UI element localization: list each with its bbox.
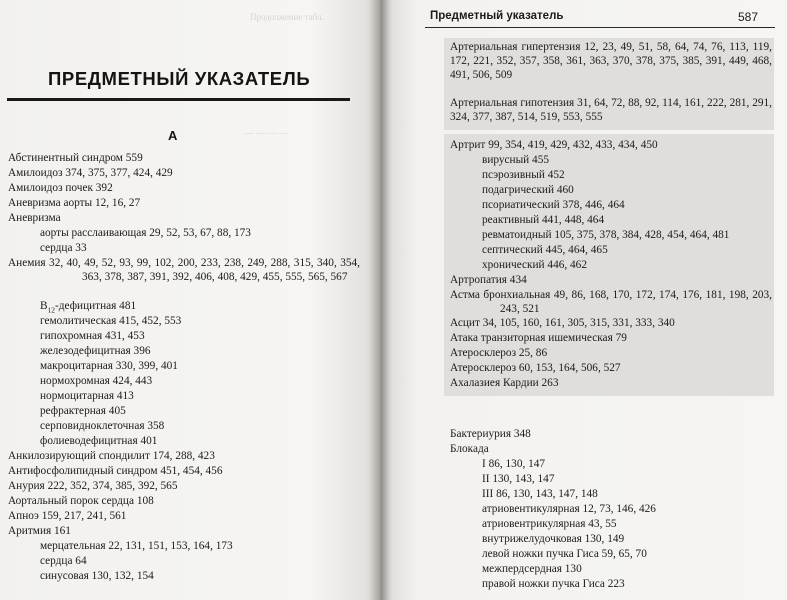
index-subentry: аорты расслаивающая 29, 52, 53, 67, 88, 173 [40,227,251,239]
index-subentry: подагрический 460 [482,184,574,196]
index-entry: Блокада [450,443,489,455]
index-subentry: нормохромная 424, 443 [40,375,153,387]
index-entry: Аритмия 161 [8,525,71,537]
index-entry: Атеросклероз 25, 86 [450,347,548,359]
index-subentry: I 86, 130, 147 [482,458,546,470]
index-entry: Артрит 99, 354, 419, 429, 432, 433, 434, 450 [450,139,658,151]
index-subentry: атриовентикулярная 12, 73, 146, 426 [482,503,656,515]
left-page [0,0,380,600]
index-entry: Анкилозирующий спондилит 174, 288, 423 [8,450,215,462]
index-subentry: вирусный 455 [482,154,549,166]
bleed-through-text: — — — — [245,128,288,138]
index-subentry: макроцитарная 330, 399, 401 [40,360,178,372]
index-subentry: псориатический 378, 446, 464 [482,199,625,211]
index-entry: Ахалазиея Кардии 263 [450,377,559,389]
index-subentry: внутрижелудочковая 130, 149 [482,533,625,545]
index-entry [450,40,772,82]
index-subentry: гипохромная 431, 453 [40,330,145,342]
index-entry: Артропатия 434 [450,274,527,286]
index-entry: Атака транзиторная ишемическая 79 [450,332,627,344]
index-subentry: септический 445, 464, 465 [482,244,608,256]
header-rule [425,27,775,28]
index-subentry: фолиеводефицитная 401 [40,435,158,447]
index-entry-text: Астма бронхиальная 49, 86, 168, 170, 172, 174, 176, 181, 198, 203, 243, 521 [450,289,772,315]
index-subentry: нормоцитарная 413 [40,390,134,402]
index-entry-text: Артериальная гипертензия 12, 23, 49, 51, 58, 64, 74, 76, 113, 119, 172, 221, 352, 357, 358, 361, 363, 370, 378, 375, 385, 391, 449, 468, 491, 506, 509 [450,41,772,81]
index-subentry: II 130, 143, 147 [482,473,555,485]
index-entry: Аневризма аорты 12, 16, 27 [8,197,141,209]
section-title: ПРЕДМЕТНЫЙ УКАЗАТЕЛЬ [48,68,311,89]
index-entry [450,96,772,124]
index-subentry: реактивный 441, 448, 464 [482,214,605,226]
index-subentry: сердца 64 [40,555,87,567]
index-subentry: правой ножки пучка Гиса 223 [482,578,625,590]
index-subentry: хронический 446, 462 [482,259,587,271]
index-entry: Антифосфолипидный синдром 451, 454, 456 [8,465,223,477]
index-subentry: мерцательная 22, 131, 151, 153, 164, 173 [40,540,233,552]
index-entry-text: Артериальная гипотензия 31, 64, 72, 88, 92, 114, 161, 222, 281, 291, 324, 377, 387, 514, 519, 553, 555 [450,97,772,123]
index-entry: Аневризма [8,212,61,224]
index-entry: Атеросклероз 60, 153, 164, 506, 527 [450,362,621,374]
subentry-rest: -дефицитная 481 [55,300,137,312]
index-entry: Анурия 222, 352, 374, 385, 392, 565 [8,480,178,492]
running-header: Предметный указатель [430,10,564,22]
bleed-through-text: Продолжение табл. [250,12,324,22]
page-number: 587 [738,10,759,24]
index-entry: Амилоидоз 374, 375, 377, 424, 429 [8,167,173,179]
index-subentry: псэрозивный 452 [482,169,565,181]
index-subentry: гемолитическая 415, 452, 553 [40,315,182,327]
index-entry: Абстинентный синдром 559 [8,152,143,164]
index-subentry: рефрактерная 405 [40,405,126,417]
index-entry: Аортальный порок сердца 108 [8,495,154,507]
index-entry: Апноэ 159, 217, 241, 561 [8,510,127,522]
index-subentry: атриовентрикулярная 43, 55 [482,518,617,530]
index-subentry: железодефицитная 396 [40,345,151,357]
subentry-prefix: B [40,300,48,312]
subentry-subscript: 12 [47,305,56,315]
index-entry: Асцит 34, 105, 160, 161, 305, 315, 331, 333, 340 [450,317,675,329]
index-entry-text: Анемия 32, 40, 49, 52, 93, 99, 102, 200, 233, 238, 249, 288, 315, 340, 354, 363, 378, 387, 391, 392, 406, 408, 429, 455, 555, 565, 567 [8,257,360,283]
index-subentry: серповидноклеточная 358 [40,420,165,432]
index-entry [450,288,772,316]
index-subentry: синусовая 130, 132, 154 [40,570,154,582]
index-entry: Бактериурия 348 [450,428,531,440]
index-subentry: ревматоидный 105, 375, 378, 384, 428, 454, 464, 481 [482,229,730,241]
index-entry-anemia [8,256,360,284]
index-subentry: левой ножки пучка Гиса 59, 65, 70 [482,548,647,560]
index-subentry: сердца 33 [40,242,87,254]
index-subentry: межпердсердная 130 [482,563,582,575]
letter-heading-a: А [168,128,178,143]
index-subentry: III 86, 130, 143, 147, 148 [482,488,598,500]
title-rule [7,98,350,101]
index-entry: Амилоидоз почек 392 [8,182,113,194]
